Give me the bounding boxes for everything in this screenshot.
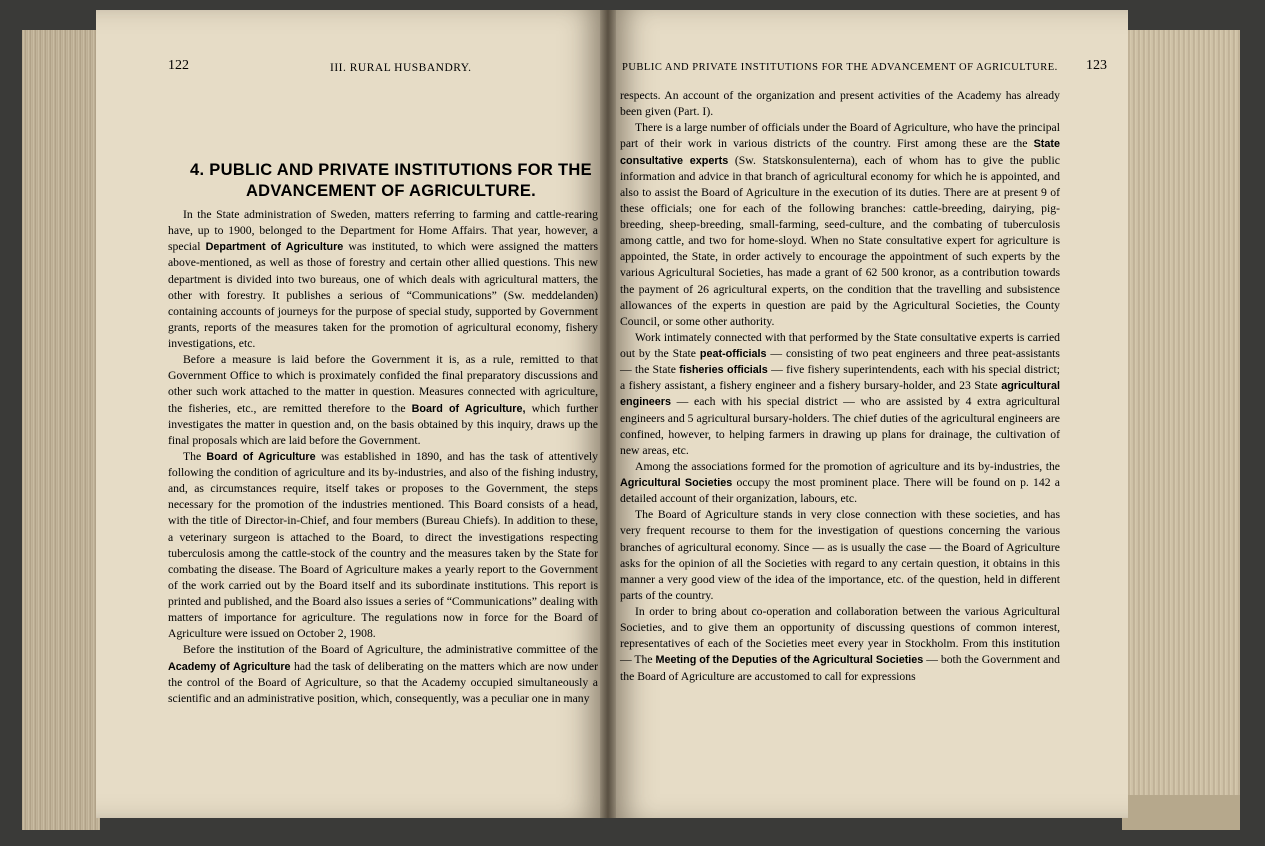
paragraph: Among the associations formed for the promotion of agriculture and its by-industries, the Agricultural Societies occupy the most prominent place. There will be found on p. 142 a detailed account of their organization, labours, etc. — [620, 459, 1060, 506]
left-page-number: 122 — [168, 58, 189, 73]
right-running-head: PUBLIC AND PRIVATE INSTITUTIONS FOR THE ADVANCEMENT OF AGRICULTURE. — [622, 62, 1058, 73]
paragraph: respects. An account of the organization and present activities of the Academy has already been given (Part. I). — [620, 89, 1060, 119]
right-page-number: 123 — [1086, 58, 1107, 73]
bold-term: State consultative experts — [620, 138, 1060, 167]
paragraph: Work intimately connected with that performed by the State consultative experts is carried out by the State peat-officials — consisting of two peat engineers and three peat-assistants — the State fisheries officials — five fishery superintendents, each with his special district; a fishery assistant, a fishery engineer and a fishery bursary-holder, and 23 State agricultural engineers — each with his special district — who are assisted by 4 extra agricultural engineers and 5 agricultural bursary-holders. The chief duties of the agricultural engineers are confined, however, to helping farmers in drawing up plans for drainage, the cultivation of new areas, etc. — [620, 330, 1060, 457]
left-page-edges — [22, 30, 100, 830]
right-column — [620, 88, 1060, 685]
paragraph: The Board of Agriculture stands in very close connection with these societies, and has very frequent recourse to them for the investigation of questions concerning the various branches of agricultural economy. Since — as is usually the case — the Board of Agriculture asks for the opinion of all the Societies with regard to any certain question, it obtains in this manner a very good view of the idea of the importance, etc. of the question, held in different parts of the country. — [620, 508, 1060, 602]
paragraph: There is a large number of officials under the Board of Agriculture, who have the principal part of their work in various districts of the country. First among these are the State consultative experts (Sw. Statskonsulenterna), each of whom has to give the public information and advice in that branch of agricultural economy for which he is appointed, and also to assist the Board of Agriculture in the execution of its duties. There are at present 9 of these officials; one for each of the following branches: cattle-breeding, dairying, pig-breeding, sheep-breeding, small-farming, seed-culture, and the combating of tuberculosis among cattle, and two for home-sloyd. When no State consultative expert for agriculture is appointed, the State, in order actively to encourage the appointment of such experts by the various Agricultural Societies, has made a grant of 62 500 kronor, as a contribution towards the payment of 26 agricultural experts, on the condition that the travelling and subsistence allowances of the experts in question are paid by the Agricultural Societies, the County Council, or some other authority. — [620, 121, 1060, 328]
right-page-edges-bottom — [1122, 795, 1240, 830]
bold-term: Agricultural Societies — [620, 477, 733, 489]
bold-term: Board of Agriculture, — [411, 402, 526, 415]
bold-term: Academy of Agriculture — [168, 660, 291, 673]
bold-term: peat-officials — [699, 348, 767, 360]
bold-term: Meeting of the Deputies of the Agricultural Societies — [655, 654, 924, 667]
paragraph: The Board of Agriculture was established in 1890, and has the task of attentively following the condition of agriculture and its by-industries, and also of the fishing industry, and, as circumstances require, itself takes or proposes to the Government, the steps necessary for the promotion of the industries mentioned. This Board consists of a head, with the title of Director-in-Chief, and four members (Bureau Chiefs). In addition to these, a veterinary surgeon is attached to the Board, to direct the investigations respecting tuberculosis among the cattle-stock of the country and the measures taken by the State for combating the disease. The Board of Agriculture makes a yearly report to the Government of the work carried out by the Board itself and its subordinate institutions. This report is printed and published, and the Board also issues a series of “Communications” dealing with matters of importance for agriculture. The regulations now in force for the Board of Agriculture were issued on October 2, 1908. — [168, 449, 598, 641]
left-running-head: III. RURAL HUSBANDRY. — [330, 62, 472, 74]
paragraph: In the State administration of Sweden, matters referring to farming and cattle-rearing have, up to 1900, belonged to the Department for Home Affairs. That year, however, a special Department of Agriculture was instituted, to which were assigned the matters above-mentioned, as well as those of forestry and certain other allied questions. This new department is divided into two bureaus, one of which deals with agricultural matters, the other with forestry. It publishes a serious of “Communications” (Sw. meddelanden) containing accounts of journeys for the purpose of special study, supported by Government grants, reports of the measures taken for the promotion of agricultural economy, fishery investigations, etc. — [168, 208, 599, 350]
bold-term: fisheries officials — [679, 364, 768, 377]
book-gutter — [600, 10, 616, 818]
bold-term: Department of Agriculture — [205, 241, 344, 254]
bold-term: Board of Agriculture — [206, 450, 316, 463]
right-page-edges — [1122, 30, 1240, 830]
paragraph: In order to bring about co-operation and collaboration between the various Agricultural Societies, and to give them an opportunity of discussing questions of common interest, representatives of each of the Societies meet every year in Stockholm. From this institution — The Meeting of the Deputies of the Agricultural Societies — both the Government and the Board of Agriculture are accustomed to call for expressions — [620, 605, 1060, 683]
bold-term: agricultural engineers — [620, 380, 1060, 409]
paragraph: Before the institution of the Board of Agriculture, the administrative committee of the Academy of Agriculture had the task of deliberating on the matters which are now under the control of the Board of Agriculture, so that the Academy occupied simultaneously a scientific and an administrative position, which, consequently, was a peculiar one in many — [168, 643, 598, 705]
section-heading: 4. PUBLIC AND PRIVATE INSTITUTIONS FOR THE ADVANCEMENT OF AGRICULTURE. — [190, 161, 592, 200]
paragraph: Before a measure is laid before the Government it is, as a rule, remitted to that Government Office to which is proximately confided the final preparatory discussions and other such work attached to the matter in question. Measures connected with agriculture, the fisheries, etc., are remitted therefore to the Board of Agriculture, which further investigates the matter in question and, on the basis obtained by this inquiry, draws up the final proposals which are laid before the Government. — [168, 353, 599, 447]
left-column — [168, 207, 598, 707]
